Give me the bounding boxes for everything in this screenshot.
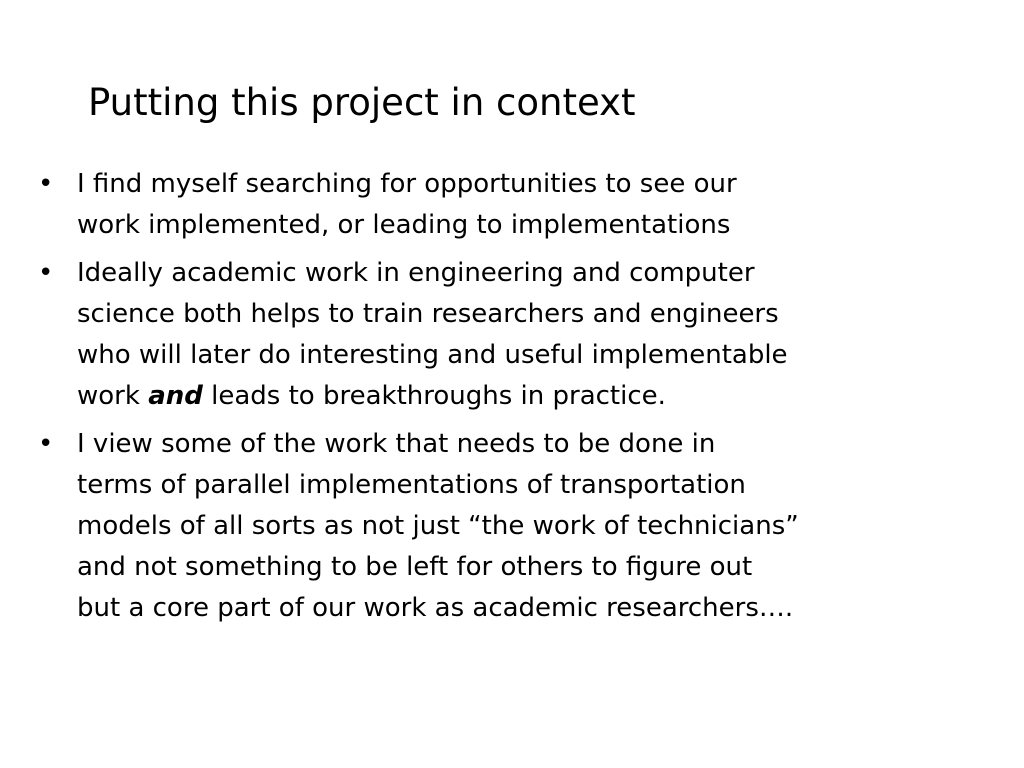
slide-title: Putting this project in context: [88, 81, 636, 124]
bullet-marker: •: [38, 258, 54, 288]
bullet-item: [36, 164, 976, 246]
bullet-list: [36, 164, 976, 636]
bullet-text-line: terms of parallel implementations of transportation: [77, 470, 746, 500]
bullet-text-line: work implemented, or leading to implementations: [77, 210, 731, 240]
bullet-marker: •: [38, 429, 54, 459]
bullet-text-prefix: work: [77, 381, 149, 411]
bullet-text-line: I find myself searching for opportunities to see our: [77, 169, 737, 199]
bullet-text-line: models of all sorts as not just “the work of technicians”: [77, 511, 799, 541]
bullet-text-line: Ideally academic work in engineering and computer: [77, 258, 755, 288]
bullet-text-line: who will later do interesting and useful implementable: [77, 340, 788, 370]
bullet-text-line: [77, 376, 976, 417]
bullet-item: [36, 253, 976, 417]
bullet-marker: •: [38, 169, 54, 199]
bullet-item: [36, 424, 976, 629]
bullet-text-suffix: leads to breakthroughs in practice.: [202, 381, 666, 411]
bullet-text-line: science both helps to train researchers and engineers: [77, 299, 779, 329]
bullet-text-line: I view some of the work that needs to be done in: [77, 429, 716, 459]
emphasized-word: and: [148, 381, 203, 411]
bullet-text-line: but a core part of our work as academic researchers….: [77, 593, 794, 623]
bullet-text-line: and not something to be left for others to figure out: [77, 552, 753, 582]
